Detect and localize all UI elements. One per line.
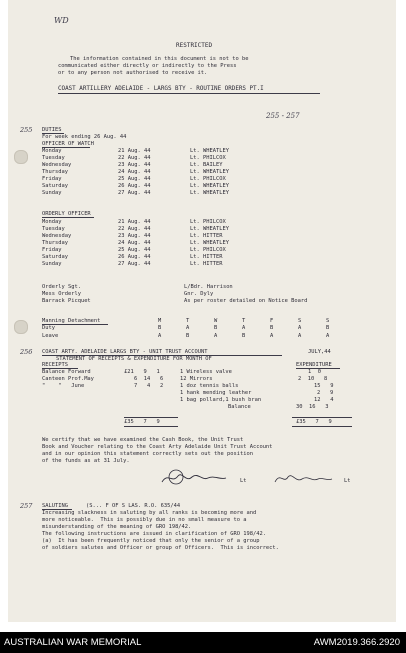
receipt-amount: 6 14 6 [134, 376, 164, 382]
duties-heading: DUTIES [42, 127, 62, 133]
receipt-amount: £21 9 1 [124, 369, 160, 375]
expenditure-label: 1 Wireless valve [180, 369, 232, 375]
expenditure-amount: 12 4 [314, 397, 334, 403]
leave-value: A [158, 333, 162, 339]
orderly-name: Lt. PHILCOX [190, 219, 226, 225]
expenditure-amount: 15 9 [314, 383, 334, 389]
receipts-total: £35 7 9 [124, 419, 160, 425]
manning-day: S [298, 318, 302, 324]
expenditure-total-rule [292, 417, 352, 418]
warning-line-3: or to any person not authorised to receive it. [58, 70, 208, 76]
officer-name: Lt. WHEATLEY [190, 190, 229, 196]
orderly-name: Lt. PHILCOX [190, 247, 226, 253]
duty-value: B [270, 325, 274, 331]
expenditure-label: 1 hank mending leather [180, 390, 252, 396]
week-ending-line: For week ending 26 Aug. 44 [42, 134, 127, 140]
manning-day: F [270, 318, 274, 324]
signature-2 [272, 470, 334, 488]
signature-1 [158, 468, 238, 488]
duty-value: A [186, 325, 190, 331]
receipt-label: Canteen Prof.May [42, 376, 94, 382]
warning-line-2: communicated either directly or indirectly to the Press [58, 63, 237, 69]
saluting-text-line: more noticeable. This is possibly due in no small measure to a [42, 517, 247, 523]
receipts-total-double-rule [124, 426, 178, 427]
saluting-text-line: of soldiers salutes and Officer or group of Officers. This is incorrect. [42, 545, 279, 551]
expenditure-amount: 2 10 8 [298, 376, 328, 382]
receipt-label: Balance Forward [42, 369, 91, 375]
orderly-date: 26 Aug. 44 [118, 254, 151, 260]
orderly-name: Lt. HITTER [190, 233, 223, 239]
duty-value: B [214, 325, 218, 331]
expenditure-label: 1 bag pollard,1 bush bran [180, 397, 262, 403]
orderly-name: Lt. HITTER [190, 261, 223, 267]
orderly-date: 24 Aug. 44 [118, 240, 151, 246]
orderly-date: 23 Aug. 44 [118, 233, 151, 239]
officer-name: Lt. PHILCOX [190, 176, 226, 182]
orderly-day: Monday [42, 219, 62, 225]
duty-value: A [298, 325, 302, 331]
document-page [8, 0, 396, 622]
duty-value: A [242, 325, 246, 331]
orderly-underline [42, 217, 94, 218]
classification-label: RESTRICTED [176, 42, 213, 49]
officer-day: Saturday [42, 183, 68, 189]
saluting-heading: SALUTING [42, 503, 68, 509]
officer-day: Thursday [42, 169, 68, 175]
paragraph-number-256: 256 [20, 348, 33, 356]
footer-bar [0, 632, 406, 653]
manning-day: T [242, 318, 246, 324]
barrack-picquet-label: Barrack Picquet [42, 298, 91, 304]
footer-source: AUSTRALIAN WAR MEMORIAL [4, 637, 142, 648]
saluting-text-line: The following instructions are issued in clarification of GRO 198/42. [42, 531, 266, 537]
officer-date: 27 Aug. 44 [118, 190, 151, 196]
warning-line-1: The information contained in this document is not to be [70, 56, 249, 62]
orderly-day: Tuesday [42, 226, 65, 232]
duty-label: Duty [42, 325, 55, 331]
footer-catalogue-number: AWM2019.366.2920 [313, 637, 400, 648]
expenditure-label: 12 Mirrors [180, 376, 213, 382]
statement-line: STATEMENT OF RECEIPTS & EXPENDITURE FOR MONTH OF [56, 356, 212, 362]
manning-day: S [326, 318, 330, 324]
certify-line-4: of the funds as at 31 July. [42, 458, 130, 464]
orderly-officer-heading: ORDERLY OFFICER [42, 211, 91, 217]
certify-line-1: We certify that we have examined the Cash Book, the Unit Trust [42, 437, 244, 443]
officer-date: 21 Aug. 44 [118, 148, 151, 154]
orderly-day: Wednesday [42, 233, 72, 239]
page-range-annotation: 255 - 257 [266, 112, 300, 120]
leave-label: Leave [42, 333, 59, 339]
officer-date: 25 Aug. 44 [118, 176, 151, 182]
duty-value: B [158, 325, 162, 331]
orderly-day: Saturday [42, 254, 68, 260]
saluting-text-line: misunderstanding of the meaning of GRO 198/42. [42, 524, 192, 530]
officer-name: Lt. WHEATLEY [190, 183, 229, 189]
paragraph-number-255: 255 [20, 126, 33, 134]
duty-value: B [326, 325, 330, 331]
officer-name: Lt. WHEATLEY [190, 148, 229, 154]
certify-line-3: and in our opinion this statement correctly sets out the position [42, 451, 253, 457]
receipt-label: " " June [42, 383, 85, 389]
officer-name: Lt. PHILCOX [190, 155, 226, 161]
unit-trust-date: JULY,44 [308, 349, 331, 355]
expenditure-total: £35 7 9 [296, 419, 332, 425]
handwritten-annotation: WD [54, 16, 69, 25]
manning-day: W [214, 318, 218, 324]
expenditure-label: 1 doz tennis balls [180, 383, 239, 389]
leave-value: B [242, 333, 246, 339]
officer-date: 26 Aug. 44 [118, 183, 151, 189]
punch-hole [14, 320, 28, 334]
orderly-name: Lt. WHEATLEY [190, 240, 229, 246]
orderly-name: Lt. WHEATLEY [190, 226, 229, 232]
officer-day: Wednesday [42, 162, 72, 168]
officer-name: Lt. WHEATLEY [190, 169, 229, 175]
unit-trust-title: COAST ARTY. ADELAIDE LARGS BTY - UNIT TRUST ACCOUNT [42, 349, 208, 355]
receipts-heading: RECEIPTS [42, 362, 68, 368]
officer-day: Monday [42, 148, 62, 154]
signature-1-rank: Lt [240, 478, 247, 484]
signature-2-rank: Lt [344, 478, 351, 484]
saluting-text-line: Increasing slackness in saluting by all ranks is becoming more and [42, 510, 257, 516]
expenditure-amount: 2 9 [317, 390, 334, 396]
punch-hole [14, 150, 28, 164]
barrack-picquet-value: As per roster detailed on Notice Board [184, 298, 308, 304]
leave-value: A [270, 333, 274, 339]
orderly-date: 22 Aug. 44 [118, 226, 151, 232]
officer-of-watch-heading: OFFICER OF WATCH [42, 141, 94, 147]
orderly-date: 27 Aug. 44 [118, 261, 151, 267]
orderly-date: 21 Aug. 44 [118, 219, 151, 225]
receipt-amount: 7 4 2 [134, 383, 164, 389]
expenditure-amount: 30 16 3 [296, 404, 329, 410]
mess-orderly-label: Mess Orderly [42, 291, 81, 297]
orderly-name: Lt. HITTER [190, 254, 223, 260]
officer-day: Friday [42, 176, 62, 182]
certify-line-2: Book and Voucher relating to the Coast Arty Adelaide Unit Trust Account [42, 444, 273, 450]
orderly-date: 25 Aug. 44 [118, 247, 151, 253]
orderly-sgt-value: L/Bdr. Harrison [184, 284, 233, 290]
saluting-text-line: (a) It has been frequently noticed that only the senior of a group [42, 538, 260, 544]
receipts-total-rule [124, 417, 178, 418]
officer-date: 22 Aug. 44 [118, 155, 151, 161]
orderly-sgt-label: Orderly Sgt. [42, 284, 81, 290]
officer-day: Sunday [42, 190, 62, 196]
title-underline [58, 93, 320, 94]
officer-date: 24 Aug. 44 [118, 169, 151, 175]
mess-orderly-value: Gnr. Dyly [184, 291, 214, 297]
manning-day: M [158, 318, 162, 324]
manning-label: Manning Detachment [42, 318, 101, 324]
paragraph-number-257: 257 [20, 502, 33, 510]
manning-day: T [186, 318, 190, 324]
saluting-reference: (S... F OF S LAS. R.O. 635/44 [86, 503, 181, 509]
expenditure-total-double-rule [292, 426, 352, 427]
leave-value: A [214, 333, 218, 339]
expenditure-label: Balance [228, 404, 251, 410]
officer-name: Lt. BAILEY [190, 162, 223, 168]
leave-value: A [298, 333, 302, 339]
officer-date: 23 Aug. 44 [118, 162, 151, 168]
leave-value: B [186, 333, 190, 339]
expenditure-heading: EXPENDITURE [296, 362, 332, 368]
orderly-day: Thursday [42, 240, 68, 246]
orderly-day: Sunday [42, 261, 62, 267]
orderly-day: Friday [42, 247, 62, 253]
leave-value: A [326, 333, 330, 339]
officer-day: Tuesday [42, 155, 65, 161]
document-title: COAST ARTILLERY ADELAIDE - LARGS BTY - ROUTINE ORDERS PT.I [58, 86, 264, 92]
expenditure-amount: 1 0 [308, 369, 321, 375]
